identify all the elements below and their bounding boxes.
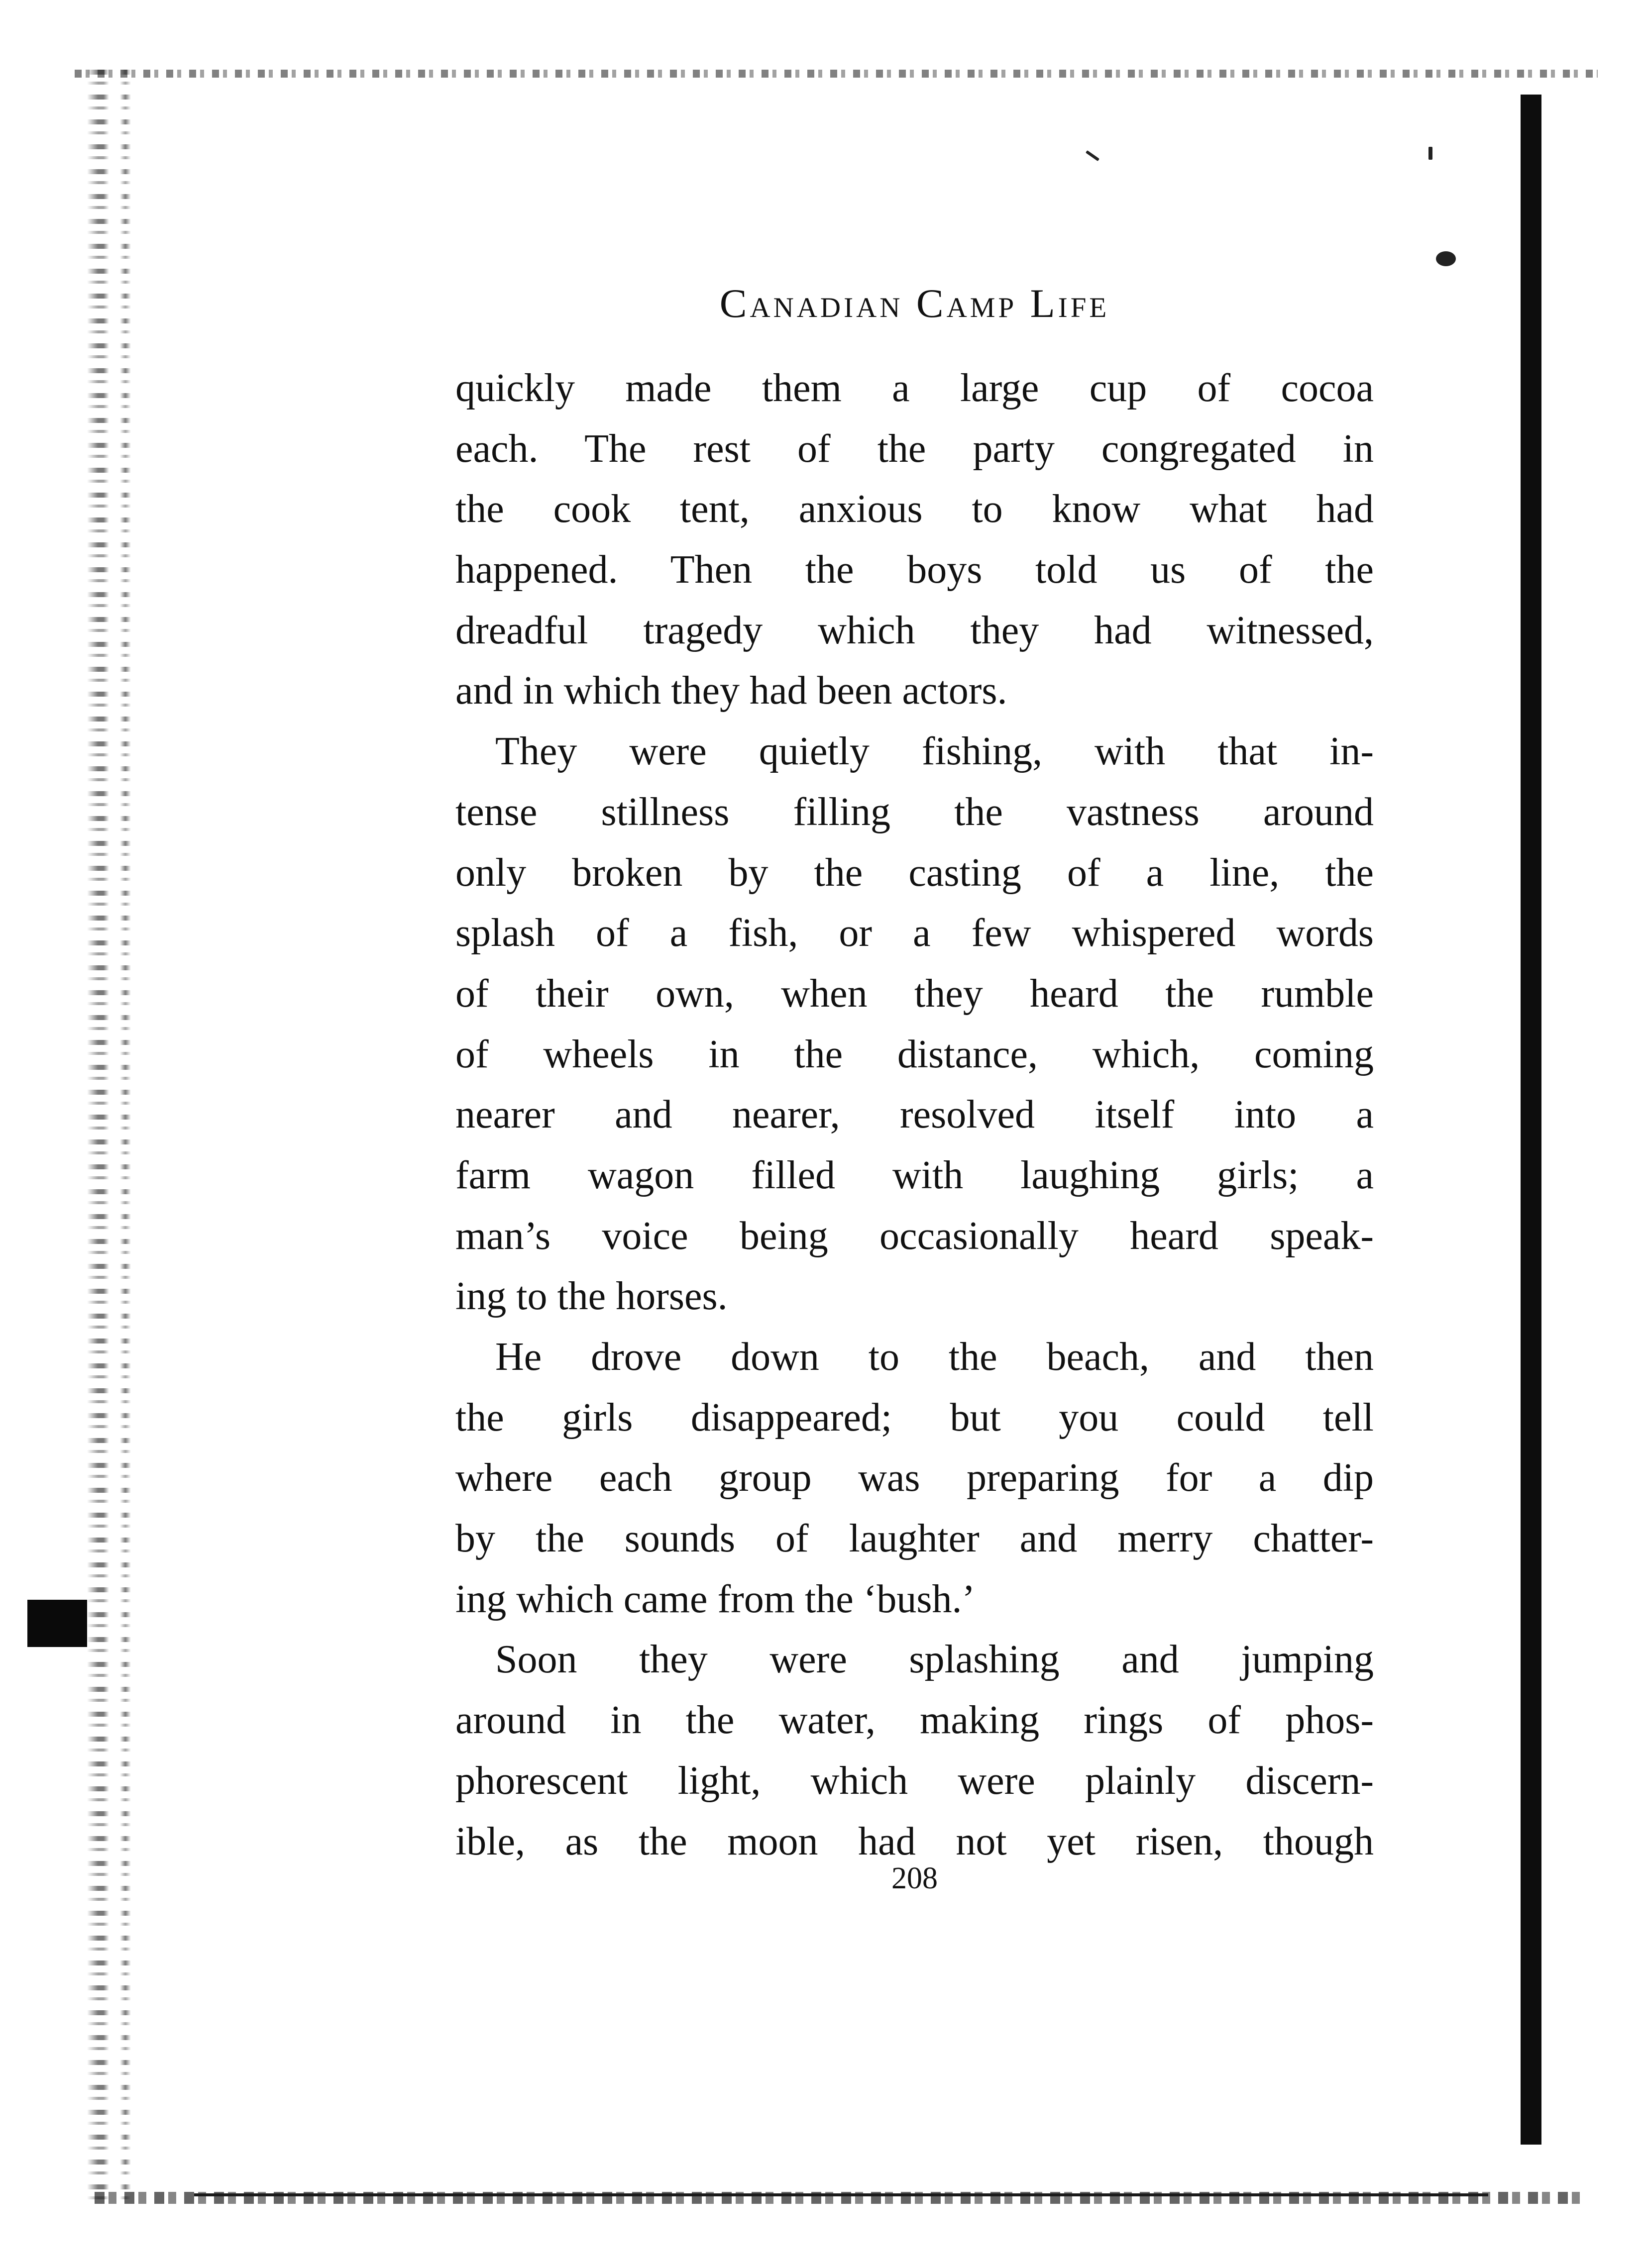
text-line: He drove down to the beach, and then	[495, 1335, 1374, 1379]
text-line: happened. Then the boys told us of the	[455, 548, 1374, 592]
text-line: Soon they were splashing and jumping	[495, 1638, 1374, 1682]
text-line: splash of a fish, or a few whispered words	[455, 911, 1374, 955]
text-line: ing which came from the ‘bush.’	[455, 1577, 976, 1621]
body-text	[455, 358, 1374, 1872]
text-line: man’s voice being occasionally heard speak-	[455, 1214, 1374, 1258]
text-line: ible, as the moon had not yet risen, though	[455, 1819, 1374, 1863]
text-line: the cook tent, anxious to know what had	[455, 487, 1374, 531]
text-line: only broken by the casting of a line, the	[455, 850, 1374, 895]
scan-speck	[1428, 147, 1432, 160]
text-line: of wheels in the distance, which, coming	[455, 1032, 1374, 1076]
text-line: nearer and nearer, resolved itself into a	[455, 1093, 1374, 1137]
text-line: quickly made them a large cup of cocoa	[455, 366, 1374, 410]
text-line: the girls disappeared; but you could tell	[455, 1395, 1374, 1440]
text-line: of their own, when they heard the rumble	[455, 971, 1374, 1016]
scan-edge-left	[87, 70, 142, 2199]
text-line: phorescent light, which were plainly discern-	[455, 1758, 1374, 1803]
text-line: dreadful tragedy which they had witnessed,	[455, 608, 1374, 652]
page-number: 208	[891, 1861, 938, 1895]
text-line: farm wagon filled with laughing girls; a	[455, 1153, 1374, 1197]
scan-rule-bottom	[194, 2193, 1488, 2196]
text-line: and in which they had been actors.	[455, 669, 1007, 713]
scan-edge-top	[75, 70, 1598, 78]
scan-speck	[1086, 150, 1099, 161]
running-head	[455, 279, 1374, 328]
text-line: around in the water, making rings of phos-	[455, 1698, 1374, 1743]
text-line: ing to the horses.	[455, 1274, 728, 1319]
text-line: each. The rest of the party congregated in	[455, 426, 1374, 471]
text-line: They were quietly fishing, with that in-	[495, 729, 1374, 774]
text-line: by the sounds of laughter and merry chatter-	[455, 1517, 1374, 1561]
scan-blot	[27, 1600, 87, 1647]
running-head-text: Canadian Camp Life	[719, 281, 1110, 326]
text-line: tense stillness filling the vastness around	[455, 790, 1374, 834]
scan-edge-right	[1521, 95, 1541, 2145]
text-line: where each group was preparing for a dip	[455, 1456, 1374, 1500]
scan-speck	[1436, 251, 1456, 266]
